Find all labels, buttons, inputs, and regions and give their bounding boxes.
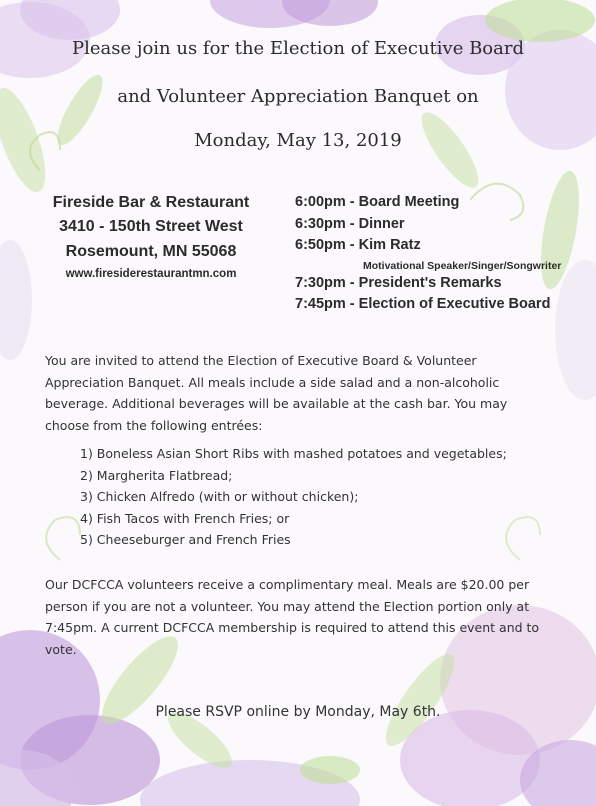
venue-street: 3410 - 150th Street West xyxy=(59,218,243,235)
schedule-item: 6:50pm - Kim Ratz xyxy=(295,237,421,253)
schedule-item: 7:30pm - President's Remarks xyxy=(295,275,502,291)
volunteer-paragraph: Our DCFCCA volunteers receive a complimentary meal. Meals are $20.00 per person if you are not a volunteer. You may attend the Election portion only at 7:45pm. A current DCFCCA membership is required to attend this event and to vote. xyxy=(45,577,540,658)
heading-line-2: and Volunteer Appreciation Banquet on xyxy=(117,86,479,107)
vine xyxy=(46,517,80,560)
schedule-item: 7:45pm - Election of Executive Board xyxy=(295,296,551,312)
menu-item: 1) Boneless Asian Short Ribs with mashed potatoes and vegetables; xyxy=(80,446,507,461)
event-date: Monday, May 13, 2019 xyxy=(194,130,402,151)
vine xyxy=(506,517,540,560)
menu-item: 4) Fish Tacos with French Fries; or xyxy=(80,511,290,526)
venue-website-link[interactable]: www.firesiderestaurantmn.com xyxy=(65,268,237,280)
leaf xyxy=(300,756,360,784)
petal xyxy=(0,240,32,360)
rsvp-note: Please RSVP online by Monday, May 6th. xyxy=(155,704,441,720)
vine xyxy=(470,184,523,220)
heading-line-1: Please join us for the Election of Executive Board xyxy=(72,38,524,59)
venue-name: Fireside Bar & Restaurant xyxy=(52,194,250,211)
petal xyxy=(555,260,596,400)
menu-item: 3) Chicken Alfredo (with or without chicken); xyxy=(80,489,359,504)
venue-city: Rosemount, MN 55068 xyxy=(65,243,237,260)
menu-item: 2) Margherita Flatbread; xyxy=(80,468,233,483)
speaker-note: Motivational Speaker/Singer/Songwriter xyxy=(363,260,562,272)
schedule-item: 6:00pm - Board Meeting xyxy=(295,194,460,210)
menu-item: 5) Cheeseburger and French Fries xyxy=(80,532,291,547)
leaf xyxy=(485,0,595,42)
schedule-item: 6:30pm - Dinner xyxy=(295,216,405,232)
intro-paragraph: You are invited to attend the Election of Executive Board & Volunteer Appreciation Banquet. All meals include a side salad and a non-alcoholic beverage. Additional beverages will be available at the cash bar. You may choose from the following entrées: xyxy=(45,353,508,434)
